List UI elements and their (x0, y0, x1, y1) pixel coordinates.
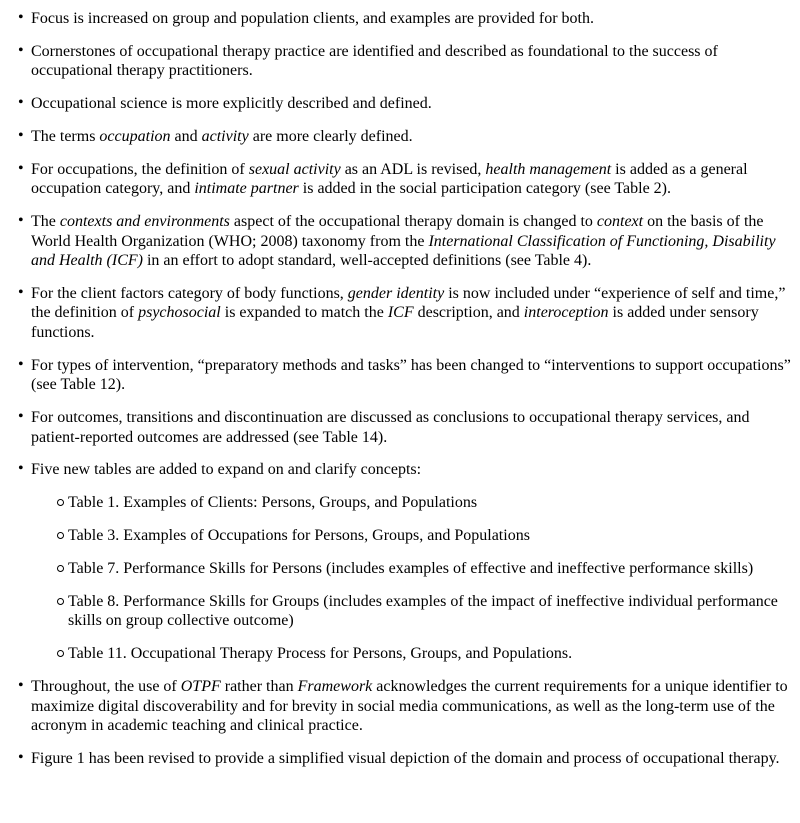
bullet-text: Five new tables are added to expand on and clarify concepts: (31, 461, 422, 479)
bullet-list (18, 9, 793, 768)
bullet-icon: • (18, 127, 24, 145)
bullet-text: For types of intervention, “preparatory methods and tasks” has been changed to “interventions to support occupations” (see Table 12). (31, 356, 791, 394)
bullet-icon: • (18, 460, 24, 478)
bullet-text: Table 11. Occupational Therapy Process for Persons, Groups, and Populations. (68, 645, 573, 663)
circle-bullet-icon (57, 565, 64, 572)
bullet-icon: • (18, 94, 24, 112)
bullet-text: For the client factors category of body functions, gender identity is now included under “experience of self and time,” the definition of psychosocial is expanded to match the ICF description, and interoception is added under sensory functions. (31, 285, 786, 341)
bullet-item (18, 284, 793, 342)
bullet-text: Throughout, the use of OTPF rather than Framework acknowledges the current requirements for a unique identifier to maximize digital discoverability and for brevity in social media communications, as well as the long-term use of the acronym in academic teaching and clinical practice. (31, 678, 788, 735)
bullet-icon: • (18, 355, 24, 373)
sub-bullet-item (57, 526, 793, 545)
bullet-text: Table 3. Examples of Occupations for Persons, Groups, and Populations (68, 527, 530, 545)
bullet-item (18, 94, 793, 113)
bullet-text: Table 7. Performance Skills for Persons (includes examples of effective and ineffective performance skills) (68, 560, 754, 578)
bullet-text: Table 8. Performance Skills for Groups (includes examples of the impact of ineffective individual performance skills on group collective outcome) (68, 593, 778, 630)
sub-bullet-item (57, 592, 793, 631)
bullet-icon: • (18, 9, 24, 26)
bullet-item (18, 749, 793, 768)
bullet-icon: • (18, 677, 24, 695)
bullet-text: Occupational science is more explicitly described and defined. (31, 95, 432, 113)
bullet-item (18, 460, 793, 479)
bullet-text: Cornerstones of occupational therapy practice are identified and described as foundational to the success of occupational therapy practitioners. (31, 42, 718, 80)
circle-bullet-icon (57, 499, 64, 506)
bullet-text: For outcomes, transitions and discontinuation are discussed as conclusions to occupational therapy services, and patient-reported outcomes are addressed (see Table 14). (31, 409, 750, 446)
bullet-text: For occupations, the definition of sexual activity as an ADL is revised, health management is added as a general occupation category, and intimate partner is added in the social participation category (see Table 2). (31, 161, 748, 198)
bullet-icon: • (18, 160, 24, 178)
circle-bullet-icon (57, 598, 64, 605)
bullet-icon: • (18, 408, 24, 426)
circle-bullet-icon (57, 650, 64, 657)
bullet-text: The contexts and environments aspect of the occupational therapy domain is changed to context on the basis of the World Health Organization (WHO; 2008) taxonomy from the International Classification of Functioning, Disability and Health (ICF) in an effort to adopt standard, well-accepted definitions (see Table 4). (31, 213, 776, 270)
bullet-item (18, 127, 793, 146)
bullet-icon: • (18, 284, 24, 302)
bullet-item (18, 42, 793, 81)
bullet-text: Figure 1 has been revised to provide a simplified visual depiction of the domain and process of occupational therapy. (31, 749, 780, 767)
bullet-text: Table 1. Examples of Clients: Persons, Groups, and Populations (68, 494, 478, 512)
bullet-item (18, 356, 793, 395)
circle-bullet-icon (57, 532, 64, 539)
bullet-text: The terms occupation and activity are more clearly defined. (31, 128, 413, 146)
bullet-text: Focus is increased on group and population clients, and examples are provided for both. (31, 10, 594, 27)
sub-bullet-item (57, 559, 793, 578)
bullet-icon: • (18, 212, 24, 230)
bullet-item (18, 677, 793, 735)
bullet-item (18, 212, 793, 270)
sub-bullet-item (57, 644, 793, 663)
bullet-icon: • (18, 41, 24, 59)
bullet-item (18, 9, 793, 28)
bullet-item (18, 160, 793, 199)
bullet-item (18, 408, 793, 447)
bullet-icon: • (18, 748, 24, 766)
sub-bullet-item (57, 493, 793, 512)
